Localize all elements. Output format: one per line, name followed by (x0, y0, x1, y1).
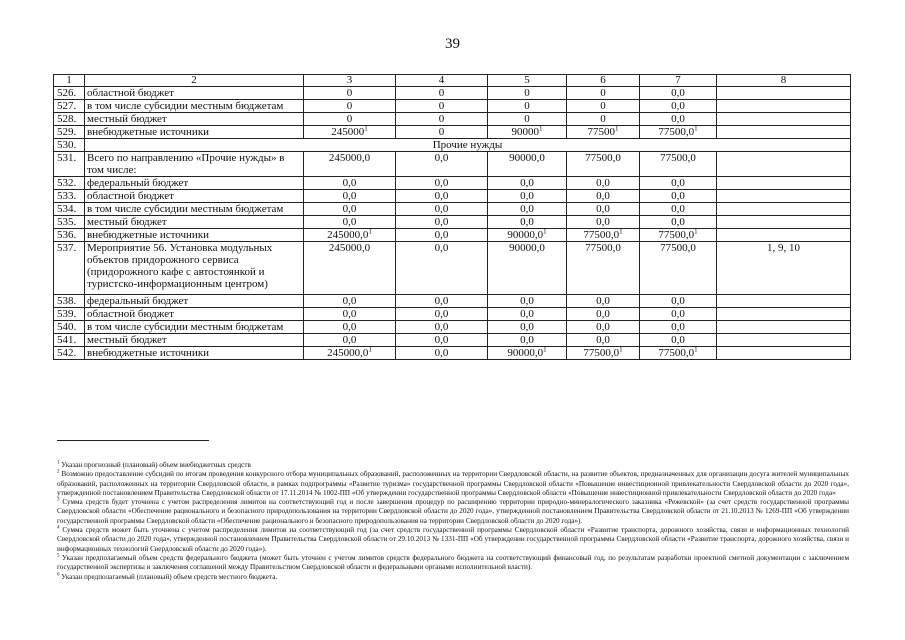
table-row (54, 87, 851, 100)
row-number: 534. (54, 203, 85, 216)
footnote-mark: 3 (57, 497, 60, 503)
section-title: Прочие нужды (85, 139, 851, 152)
footnote-ref: 1 (543, 346, 547, 354)
value-c4: 0 (396, 113, 488, 126)
value-c7: 0,0 (640, 87, 717, 100)
value-c8 (717, 347, 851, 360)
row-number: 535. (54, 216, 85, 229)
value-c5: 0,0 (488, 190, 567, 203)
value-c8 (717, 334, 851, 347)
table-row (54, 203, 851, 216)
table-row (54, 308, 851, 321)
value-c3: 0,0 (304, 177, 396, 190)
value-c6: 0,0 (567, 177, 640, 190)
value-c7: 77500,0 (640, 152, 717, 177)
footnote-ref: 1 (619, 228, 623, 236)
value-c7: 0,0 (640, 113, 717, 126)
value-c8 (717, 126, 851, 139)
page-number: 39 (445, 36, 460, 52)
value-c7: 77500,0 (640, 242, 717, 295)
row-number: 527. (54, 100, 85, 113)
footnote (57, 470, 849, 498)
value-c5: 90000,0$^1$ (488, 347, 567, 360)
value-c8 (717, 87, 851, 100)
row-name: областной бюджет (85, 87, 304, 100)
value-c3: 0,0 (304, 295, 396, 308)
value-c3: 0 (304, 87, 396, 100)
value-c7: 0,0 (640, 334, 717, 347)
row-name: федеральный бюджет (85, 177, 304, 190)
value-c6: 0,0 (567, 216, 640, 229)
row-name: внебюджетные источники (85, 126, 304, 139)
budget-table-body (54, 75, 851, 360)
row-name: областной бюджет (85, 190, 304, 203)
column-number: 5 (488, 75, 567, 87)
value-c8 (717, 113, 851, 126)
value-c7: 0,0 (640, 216, 717, 229)
value-c6: 77500$^1$ (567, 126, 640, 139)
value-c5: 0,0 (488, 177, 567, 190)
row-name: внебюджетные источники (85, 347, 304, 360)
value-c3: 245000,0$^1$ (304, 229, 396, 242)
value-c8 (717, 203, 851, 216)
row-number: 538. (54, 295, 85, 308)
value-c4: 0,0 (396, 295, 488, 308)
value-c4: 0,0 (396, 203, 488, 216)
footnote-mark: 2 (57, 469, 60, 475)
value-c4: 0,0 (396, 190, 488, 203)
value-c8 (717, 190, 851, 203)
table-row (54, 152, 851, 177)
column-number: 8 (717, 75, 851, 87)
footnote-ref: 1 (543, 228, 547, 236)
footnote-mark: 6 (57, 572, 60, 578)
value-c6: 77500,0$^1$ (567, 347, 640, 360)
footnote-ref: 1 (694, 125, 698, 133)
value-c4: 0,0 (396, 321, 488, 334)
value-c6: 0,0 (567, 334, 640, 347)
value-c6: 0,0 (567, 308, 640, 321)
value-c4: 0,0 (396, 308, 488, 321)
footnote-ref: 1 (694, 228, 698, 236)
value-c3: 245000,0 (304, 152, 396, 177)
row-number: 526. (54, 87, 85, 100)
column-number: 7 (640, 75, 717, 87)
row-number: 537. (54, 242, 85, 295)
value-c3: 0,0 (304, 203, 396, 216)
footnote-text: Указан предполагаемый (плановый) объем средств местного бюджета. (59, 572, 278, 581)
value-c7: 0,0 (640, 321, 717, 334)
value-c8 (717, 308, 851, 321)
column-number: 4 (396, 75, 488, 87)
table-row (54, 216, 851, 229)
footnote (57, 461, 849, 470)
value-c7: 0,0 (640, 295, 717, 308)
value-c4: 0,0 (396, 177, 488, 190)
value-c4: 0 (396, 87, 488, 100)
value-c8 (717, 295, 851, 308)
value-c3: 0 (304, 113, 396, 126)
column-number: 3 (304, 75, 396, 87)
value-c6: 77500,0 (567, 242, 640, 295)
footnote-ref: 1 (368, 228, 372, 236)
footnote (57, 573, 849, 582)
value-c4: 0 (396, 126, 488, 139)
value-c7: 77500,0$^1$ (640, 229, 717, 242)
value-c8: 1, 9, 10 (717, 242, 851, 295)
row-number: 540. (54, 321, 85, 334)
value-c5: 0 (488, 87, 567, 100)
row-number: 541. (54, 334, 85, 347)
value-c7: 0,0 (640, 190, 717, 203)
value-c5: 90000$^1$ (488, 126, 567, 139)
value-c8 (717, 216, 851, 229)
row-name: федеральный бюджет (85, 295, 304, 308)
footnote-text: Сумма средств будет уточнена с учетом распределения лимитов на соответствующий год и после завершения процедур по расширению территории природно-минералогического заказника «Режевской» (за счет средств государственной программы Свердловской области «Обеспечение рационального и безопасного природопользования на территории Свердловской области до 2020 года», утвержденной постановлением Правительства Свердловской области от 21.10.2013 № 1269-ПП «Об утверждении государственной программы Свердловской области «Обеспечение рационального и безопасного природопользования на территории Свердловской области до 2020 года»). (57, 498, 849, 525)
row-number: 536. (54, 229, 85, 242)
value-c6: 0,0 (567, 321, 640, 334)
table-row (54, 126, 851, 139)
footnote-mark: 4 (57, 525, 60, 531)
footnote-ref: 1 (368, 346, 372, 354)
value-c7: 0,0 (640, 100, 717, 113)
row-name: Мероприятие 56. Установка модульных объектов придорожного сервиса (придорожного кафе с автостоянкой и туристско-информационным центром) (85, 242, 304, 295)
value-c4: 0,0 (396, 242, 488, 295)
footnote-ref: 1 (364, 125, 368, 133)
table-row (54, 334, 851, 347)
footnote-text: Указан предполагаемый объем средств федерального бюджета (может быть уточнен с учетом лимитов средств федерального бюджета на соответствующий финансовый год, по результатам разработки проектной сметной документации с заключением государственной экспертизы и заключения соглашений между Правительством Свердловской области и федеральными органами исполнительной власти). (57, 553, 849, 572)
value-c5: 0,0 (488, 308, 567, 321)
footnote-separator (57, 440, 209, 441)
row-name: областной бюджет (85, 308, 304, 321)
value-c8 (717, 177, 851, 190)
value-c4: 0,0 (396, 334, 488, 347)
header-row (54, 75, 851, 87)
footnote-mark: 1 (57, 460, 60, 466)
footnote (57, 526, 849, 554)
value-c7: 77500,0$^1$ (640, 347, 717, 360)
value-c3: 0,0 (304, 190, 396, 203)
value-c5: 0,0 (488, 216, 567, 229)
footnote-ref: 1 (539, 125, 543, 133)
row-name: в том числе субсидии местным бюджетам (85, 100, 304, 113)
footnote (57, 498, 849, 526)
value-c3: 245000$^1$ (304, 126, 396, 139)
table-row (54, 321, 851, 334)
value-c6: 0 (567, 100, 640, 113)
row-number: 530. (54, 139, 85, 152)
table-row (54, 229, 851, 242)
value-c3: 0,0 (304, 308, 396, 321)
footnote-ref: 1 (615, 125, 619, 133)
value-c6: 77500,0$^1$ (567, 229, 640, 242)
row-number: 542. (54, 347, 85, 360)
value-c3: 0,0 (304, 334, 396, 347)
value-c8 (717, 229, 851, 242)
value-c4: 0 (396, 100, 488, 113)
value-c5: 0,0 (488, 321, 567, 334)
row-number: 539. (54, 308, 85, 321)
value-c6: 0,0 (567, 295, 640, 308)
column-number: 1 (54, 75, 85, 87)
row-number: 532. (54, 177, 85, 190)
value-c4: 0,0 (396, 152, 488, 177)
table-row (54, 177, 851, 190)
row-name: Всего по направлению «Прочие нужды» в том числе: (85, 152, 304, 177)
footnote-text: Возможно предоставление субсидий по итогам проведения конкурсного отбора муниципальных образований, расположенных на территории Свердловской области, на развитие объектов, предназначенных для организации досуга жителей муниципальных образований, расположенных на территории Свердловской области, в рамках подпрограммы «Развитие туризма» государственной программы Свердловской области «Повышение инвестиционной привлекательности Свердловской области до 2020 года», утвержденной постановлением Правительства Свердловской области от 17.11.2014 № 1002-ПП «Об утверждении государственной программы Свердловской области «Повышение инвестиционной привлекательности Свердловской области до 2020 года» (57, 470, 849, 497)
value-c4: 0,0 (396, 347, 488, 360)
value-c3: 245000,0$^1$ (304, 347, 396, 360)
budget-table (53, 74, 851, 360)
value-c3: 0,0 (304, 321, 396, 334)
row-number: 528. (54, 113, 85, 126)
value-c5: 0 (488, 113, 567, 126)
table-row (54, 295, 851, 308)
table-row (54, 100, 851, 113)
row-name: местный бюджет (85, 334, 304, 347)
footnote (57, 554, 849, 573)
value-c5: 90000,0 (488, 242, 567, 295)
value-c8 (717, 152, 851, 177)
value-c6: 0,0 (567, 190, 640, 203)
footnote-text: Сумма средств может быть уточнена с учетом распределения лимитов на соответствующий год (за счет средств государственной программы Свердловской области «Развитие транспорта, дорожного хозяйства, связи и информационных технологий Свердловской области до 2020 года», утвержденной постановлением Правительства Свердловской области от 29.10.2013 № 1331-ПП «Об утверждении государственной программы Свердловской области «Развитие транспорта, дорожного хозяйства, связи и информационных технологий Свердловской области до 2020 года»). (57, 526, 849, 553)
row-name: местный бюджет (85, 113, 304, 126)
column-number: 6 (567, 75, 640, 87)
value-c3: 0,0 (304, 216, 396, 229)
value-c7: 0,0 (640, 203, 717, 216)
row-number: 529. (54, 126, 85, 139)
value-c5: 0 (488, 100, 567, 113)
section-row (54, 139, 851, 152)
footnote-ref: 1 (694, 346, 698, 354)
value-c5: 90000,0$^1$ (488, 229, 567, 242)
row-number: 531. (54, 152, 85, 177)
value-c5: 0,0 (488, 203, 567, 216)
value-c5: 90000,0 (488, 152, 567, 177)
value-c6: 0 (567, 87, 640, 100)
footnote-ref: 1 (619, 346, 623, 354)
value-c5: 0,0 (488, 334, 567, 347)
value-c8 (717, 321, 851, 334)
footnote-mark: 5 (57, 553, 60, 559)
row-name: местный бюджет (85, 216, 304, 229)
value-c6: 0 (567, 113, 640, 126)
table-row (54, 347, 851, 360)
value-c6: 77500,0 (567, 152, 640, 177)
table-row (54, 113, 851, 126)
column-number: 2 (85, 75, 304, 87)
footnotes (57, 461, 849, 582)
value-c8 (717, 100, 851, 113)
value-c5: 0,0 (488, 295, 567, 308)
value-c7: 0,0 (640, 177, 717, 190)
row-name: в том числе субсидии местным бюджетам (85, 203, 304, 216)
row-name: внебюджетные источники (85, 229, 304, 242)
value-c3: 245000,0 (304, 242, 396, 295)
footnote-text: Указан прогнозный (плановый) объем внебюджетных средств (59, 461, 251, 469)
row-name: в том числе субсидии местным бюджетам (85, 321, 304, 334)
value-c7: 77500,0$^1$ (640, 126, 717, 139)
value-c4: 0,0 (396, 216, 488, 229)
value-c4: 0,0 (396, 229, 488, 242)
value-c3: 0 (304, 100, 396, 113)
row-number: 533. (54, 190, 85, 203)
table-row (54, 242, 851, 295)
value-c6: 0,0 (567, 203, 640, 216)
value-c7: 0,0 (640, 308, 717, 321)
table-row (54, 190, 851, 203)
